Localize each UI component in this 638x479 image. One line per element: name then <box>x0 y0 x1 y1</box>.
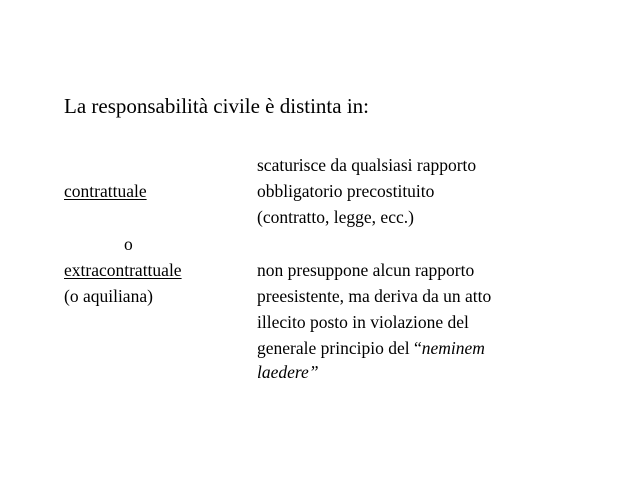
term-aquiliana-note: (o aquiliana) <box>64 286 153 306</box>
def2-line-4 <box>257 336 485 360</box>
def2-line-1: non presuppone alcun rapporto <box>257 260 475 280</box>
term-extracontrattuale: extracontrattuale <box>64 260 182 280</box>
def1-line-2: obbligatorio precostituito <box>257 181 435 201</box>
slide-title: La responsabilità civile è distinta in: <box>64 94 370 118</box>
term-contrattuale: contrattuale <box>64 181 147 201</box>
def2-line-3: illecito posto in violazione del <box>257 312 469 332</box>
def2-line-4-prefix: generale principio del “ <box>257 338 422 358</box>
def2-line-5: laedere” <box>257 362 319 382</box>
def2-line-4-italic: neminem <box>421 338 485 358</box>
def1-line-1: scaturisce da qualsiasi rapporto <box>257 155 477 175</box>
def1-line-3: (contratto, legge, ecc.) <box>257 207 414 227</box>
connector-o: o <box>124 234 133 254</box>
def2-line-2: preesistente, ma deriva da un atto <box>257 286 492 306</box>
